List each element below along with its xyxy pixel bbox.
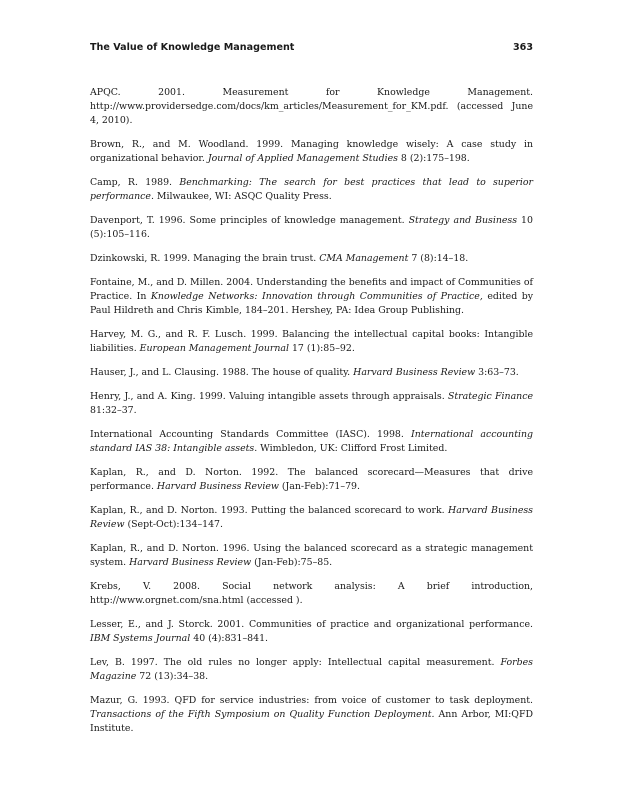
reference-entry bbox=[90, 390, 533, 418]
reference-text: 7 (8):14–18. bbox=[408, 253, 469, 264]
reference-source-title: Benchmarking: The search for best practices that lead to superior performance. bbox=[90, 177, 533, 202]
reference-text: 8 (2):175–198. bbox=[397, 153, 470, 164]
reference-entry bbox=[90, 542, 533, 570]
reference-entry bbox=[90, 176, 533, 204]
reference-source-title: Journal of Applied Management Studies bbox=[207, 153, 398, 164]
reference-list bbox=[90, 86, 533, 746]
reference-text: Kaplan, R., and D. Norton. 1993. Putting the balanced scorecard to work. bbox=[90, 505, 449, 516]
reference-entry bbox=[90, 466, 533, 494]
reference-text: Wimbledon, UK: Clifford Frost Limited. bbox=[257, 443, 448, 454]
running-header-title: The Value of Knowledge Management bbox=[90, 42, 295, 53]
reference-text: (Jan-Feb):75–85. bbox=[251, 557, 333, 568]
reference-text: Lesser, E., and J. Storck. 2001. Communities of practice and organizational performance. bbox=[90, 619, 533, 630]
reference-entry bbox=[90, 366, 533, 380]
reference-source-title: Strategic Finance bbox=[447, 391, 533, 402]
reference-entry bbox=[90, 214, 533, 242]
reference-entry bbox=[90, 428, 533, 456]
reference-text: 40 (4):831–841. bbox=[190, 633, 269, 644]
reference-text: 81:32–37. bbox=[90, 405, 137, 416]
reference-source-title: Harvard Business Review bbox=[156, 481, 279, 492]
reference-entry bbox=[90, 656, 533, 684]
reference-text: Krebs, V. 2008. Social network analysis: A brief introduction, http://www.orgnet.com/sna.html (accessed ). bbox=[90, 581, 533, 606]
reference-entry bbox=[90, 580, 533, 608]
reference-text: Camp, R. 1989. bbox=[90, 177, 180, 188]
reference-text: Fontaine, M., and D. Millen. 2004. Understanding the benefits and impact of Communities of Practice. In bbox=[90, 277, 533, 302]
reference-source-title: Knowledge Networks: Innovation through Communities of Practice, bbox=[150, 291, 483, 302]
reference-entry bbox=[90, 138, 533, 166]
reference-text: Ann Arbor, MI:QFD Institute. bbox=[90, 709, 533, 734]
page-number: 363 bbox=[512, 42, 533, 53]
reference-source-title: Forbes Magazine bbox=[90, 657, 533, 682]
reference-text: 72 (13):34–38. bbox=[136, 671, 209, 682]
reference-text: 10 (5):105–116. bbox=[90, 215, 533, 240]
reference-source-title: European Management Journal bbox=[139, 343, 289, 354]
reference-entry bbox=[90, 694, 533, 736]
reference-text: Mazur, G. 1993. QFD for service industries: from voice of customer to task deployment. bbox=[90, 695, 533, 706]
reference-text: (Sept-Oct):134–147. bbox=[124, 519, 224, 530]
reference-text: Lev, B. 1997. The old rules no longer apply: Intellectual capital measurement. bbox=[90, 657, 501, 668]
reference-text: Henry, J., and A. King. 1999. Valuing intangible assets through appraisals. bbox=[90, 391, 448, 402]
reference-text: 17 (1):85–92. bbox=[288, 343, 355, 354]
reference-text: APQC. 2001. Measurement for Knowledge Management. http://www.providersedge.com/docs/km_articles/Measurement_for_KM.pdf. (accessed June 4, 2010). bbox=[90, 87, 533, 126]
running-header bbox=[90, 42, 533, 56]
reference-source-title: Harvard Business Review bbox=[90, 505, 533, 530]
reference-text: Harvey, M. G., and R. F. Lusch. 1999. Balancing the intellectual capital books: Intangible liabilities. bbox=[90, 329, 533, 354]
reference-source-title: IBM Systems Journal bbox=[90, 633, 191, 644]
reference-entry bbox=[90, 618, 533, 646]
reference-source-title: Harvard Business Review bbox=[129, 557, 252, 568]
reference-text: Kaplan, R., and D. Norton. 1996. Using the balanced scorecard as a strategic management system. bbox=[90, 543, 533, 568]
reference-text: Kaplan, R., and D. Norton. 1992. The balanced scorecard—Measures that drive performance. bbox=[90, 467, 533, 492]
reference-text: Brown, R., and M. Woodland. 1999. Managing knowledge wisely: A case study in organizational behavior. bbox=[90, 139, 533, 164]
reference-text: Hauser, J., and L. Clausing. 1988. The house of quality. bbox=[90, 367, 354, 378]
reference-entry bbox=[90, 276, 533, 318]
reference-source-title: Harvard Business Review bbox=[353, 367, 476, 378]
reference-source-title: International accounting standard IAS 38: Intangible assets. bbox=[90, 429, 533, 454]
reference-source-title: Transactions of the Fifth Symposium on Quality Function Deployment. bbox=[90, 709, 435, 720]
reference-entry bbox=[90, 86, 533, 128]
reference-entry bbox=[90, 504, 533, 532]
reference-source-title: Strategy and Business bbox=[408, 215, 518, 226]
reference-entry bbox=[90, 252, 533, 266]
reference-text: International Accounting Standards Committee (IASC). 1998. bbox=[90, 429, 412, 440]
reference-text: edited by Paul Hildreth and Chris Kimble, 184–201. Hershey, PA: Idea Group Publishing. bbox=[90, 291, 533, 316]
reference-source-title: CMA Management bbox=[319, 253, 409, 264]
reference-text: Milwaukee, WI: ASQC Quality Press. bbox=[153, 191, 332, 202]
reference-text: Davenport, T. 1996. Some principles of knowledge management. bbox=[90, 215, 409, 226]
reference-text: 3:63–73. bbox=[475, 367, 519, 378]
reference-text: (Jan-Feb):71–79. bbox=[278, 481, 360, 492]
reference-text: Dzinkowski, R. 1999. Managing the brain trust. bbox=[90, 253, 320, 264]
reference-entry bbox=[90, 328, 533, 356]
